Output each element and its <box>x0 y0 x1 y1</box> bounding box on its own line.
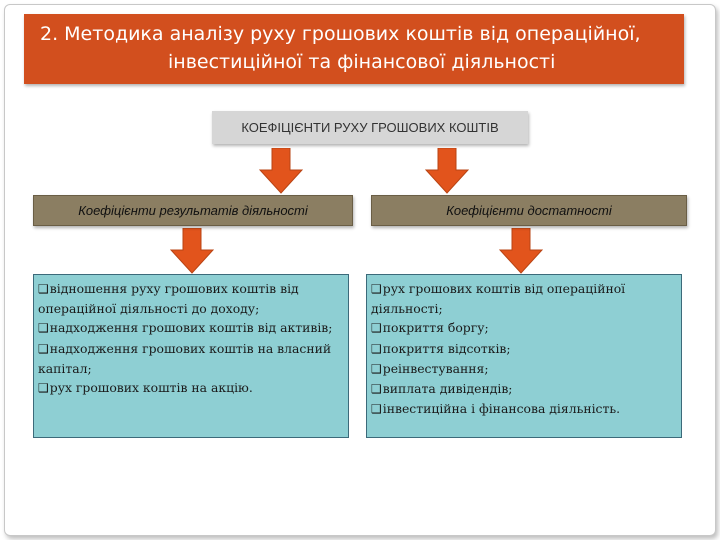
results-list <box>38 279 344 398</box>
title-line-2: інвестиційної та фінансової діяльності <box>168 51 556 73</box>
checkbox-bullet-icon: ❑ <box>38 321 49 336</box>
title-line-1: 2. Методика аналізу руху грошових коштів від операційної, <box>40 23 641 45</box>
checkbox-bullet-icon: ❑ <box>38 341 49 356</box>
list-item: ❑реінвестування; <box>371 360 489 376</box>
category-sufficiency-box <box>371 195 687 226</box>
category-results-label: Коефіцієнти результатів діяльності <box>78 203 308 218</box>
checkbox-bullet-icon: ❑ <box>38 381 49 396</box>
list-item: ❑надходження грошових коштів від активів; <box>38 320 333 336</box>
list-item: ❑надходження грошових коштів на власний капітал; <box>38 340 332 376</box>
list-item: ❑виплата дивідендів; <box>371 381 513 397</box>
sufficiency-list-box <box>366 274 682 438</box>
list-item: ❑рух грошових коштів на акцію. <box>38 380 253 396</box>
slide-title <box>24 14 684 84</box>
checkbox-bullet-icon: ❑ <box>371 382 382 397</box>
root-box-label: КОЕФІЦІЄНТИ РУХУ ГРОШОВИХ КОШТІВ <box>241 120 499 135</box>
checkbox-bullet-icon: ❑ <box>371 321 382 336</box>
list-item: ❑відношення руху грошових коштів від операційної діяльності до доходу; <box>38 281 299 317</box>
list-item: ❑покриття відсотків; <box>371 340 511 356</box>
list-item: ❑інвестиційна і фінансова діяльність. <box>371 401 621 417</box>
list-item: ❑рух грошових коштів від операційної діяльності; <box>371 281 626 317</box>
category-results-box <box>33 195 353 226</box>
category-sufficiency-label: Коефіцієнти достатності <box>446 203 612 218</box>
root-coefficients-box <box>212 111 528 144</box>
checkbox-bullet-icon: ❑ <box>371 402 382 417</box>
arrow-down-icon <box>259 148 303 194</box>
arrow-down-icon <box>499 228 543 274</box>
results-list-box <box>33 274 349 438</box>
arrow-down-icon <box>425 148 469 194</box>
arrow-down-icon <box>170 228 214 274</box>
sufficiency-list <box>371 279 677 419</box>
checkbox-bullet-icon: ❑ <box>371 282 382 296</box>
checkbox-bullet-icon: ❑ <box>371 361 382 376</box>
checkbox-bullet-icon: ❑ <box>371 341 382 356</box>
list-item: ❑покриття боргу; <box>371 320 489 336</box>
checkbox-bullet-icon: ❑ <box>38 282 49 296</box>
